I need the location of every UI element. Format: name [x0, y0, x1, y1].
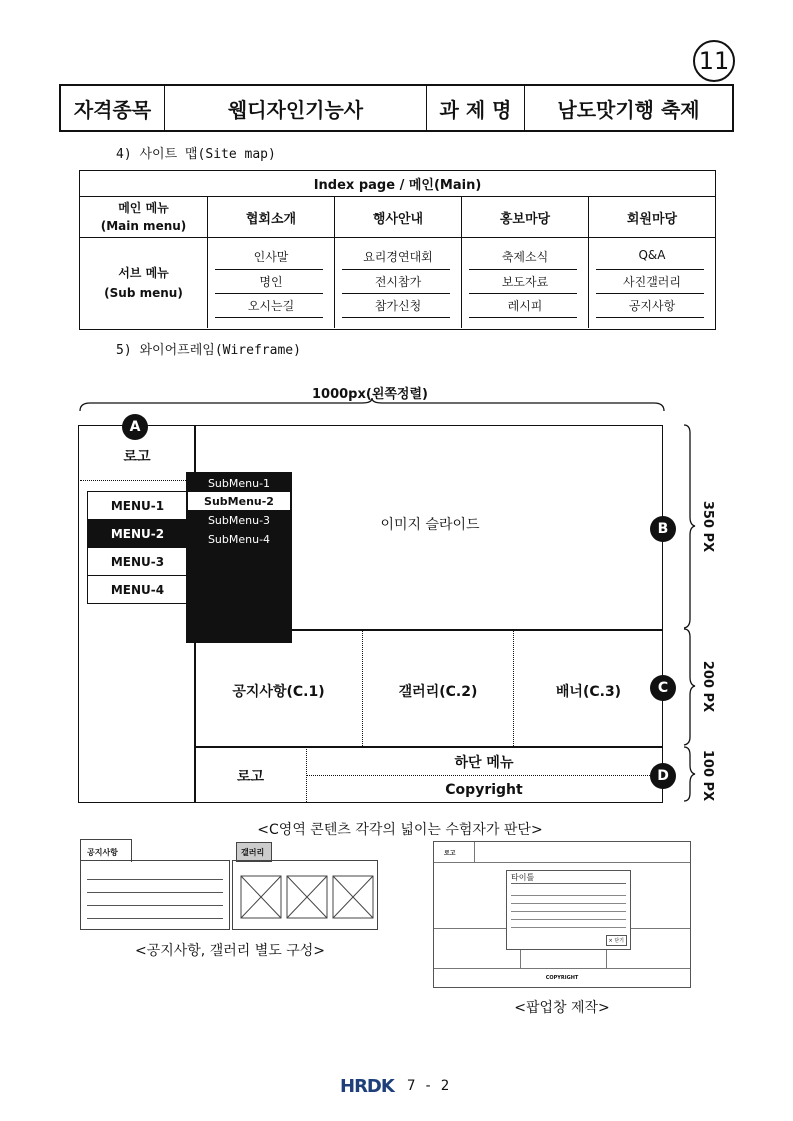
- left-example-caption: <공지사항, 갤러리 별도 구성>: [134, 943, 326, 959]
- sitemap-index-title: Index page / 메인(Main): [313, 178, 482, 193]
- main-menu-col-4: 회원마당: [626, 211, 678, 227]
- footer-copyright: Copyright: [445, 782, 523, 798]
- sitemap-section-title: 4) 사이트 맵(Site map): [116, 147, 276, 162]
- height-label-200: 200 PX: [700, 660, 716, 713]
- header-label-qualification: 자격종목: [61, 86, 165, 130]
- popup-title: 타이틀: [511, 873, 535, 882]
- badge-a: A: [122, 414, 148, 440]
- sub-menu-label-en: (Sub menu): [104, 286, 183, 300]
- sub-menu-label: [80, 238, 208, 328]
- main-menu-label-ko: 메인 메뉴: [118, 201, 169, 215]
- sub-item: 참가신청: [374, 299, 422, 313]
- badge-d: D: [650, 763, 676, 789]
- popup-window: [506, 870, 631, 950]
- main-menu-col-3: 홍보마당: [462, 197, 589, 237]
- badge-b: B: [650, 516, 676, 542]
- header-table: [59, 84, 734, 132]
- footer-menu: 하단 메뉴: [454, 755, 514, 771]
- footer-logo: 로고: [236, 769, 265, 785]
- sub-item: 요리경연대회: [363, 250, 433, 264]
- page-number: 11: [693, 40, 735, 82]
- popup-copyright: COPYRIGHT: [545, 975, 579, 981]
- image-slide-label: 이미지 슬라이드: [380, 517, 480, 533]
- menu-item-3: MENU-3: [87, 547, 188, 576]
- menu-item-2: MENU-2: [87, 519, 188, 548]
- header-label-task: 과 제 명: [427, 86, 525, 130]
- sub-item: 전시참가: [374, 275, 422, 289]
- main-menu-col-2: 행사안내: [335, 197, 462, 237]
- gallery-panel: [232, 860, 378, 930]
- submenu-item-3: SubMenu-3: [207, 513, 271, 527]
- popup-example: [433, 841, 691, 988]
- height-brace-icon: [680, 423, 700, 808]
- submenu-item-4: SubMenu-4: [207, 532, 271, 546]
- badge-c: C: [650, 675, 676, 701]
- height-label-100: 100 PX: [700, 749, 716, 802]
- gallery-tab: [236, 842, 272, 862]
- main-menu-col-1: 협회소개: [208, 197, 335, 237]
- width-brace-icon: [78, 397, 666, 413]
- notice-panel: [80, 860, 230, 930]
- notice-tab-label: 공지사항: [87, 848, 118, 857]
- content-gallery: 갤러리(C.2): [398, 684, 478, 700]
- content-notice: 공지사항(C.1): [232, 684, 325, 700]
- sub-item: 공지사항: [628, 299, 676, 313]
- footer-page-number: 7 - 2: [407, 1078, 450, 1094]
- sub-item: 보도자료: [501, 275, 549, 289]
- sub-item: 사진갤러리: [623, 275, 681, 289]
- submenu-item-2: SubMenu-2: [188, 492, 290, 510]
- popup-logo: 로고: [444, 850, 456, 857]
- sub-item: Q&A: [638, 248, 666, 262]
- c-area-caption: <C영역 콘텐츠 각각의 넓이는 수험자가 판단>: [257, 822, 543, 838]
- sitemap-index-row: [80, 171, 715, 197]
- submenu-item-1: SubMenu-1: [207, 476, 271, 490]
- sub-item: 레시피: [507, 299, 543, 313]
- header-value-task: 남도맛기행 축제: [557, 97, 700, 122]
- hrdk-logo: HRDK: [340, 1076, 394, 1097]
- main-menu-label: [80, 197, 208, 237]
- popup-close-button: × 닫기: [606, 935, 627, 946]
- sub-item: 인사말: [253, 250, 289, 264]
- sitemap-table: [79, 170, 716, 330]
- main-menu-label-en: (Main menu): [100, 219, 187, 233]
- gallery-thumbnails-icon: [233, 861, 377, 929]
- right-example-caption: <팝업창 제작>: [514, 1000, 610, 1016]
- sub-item: 오시는길: [247, 299, 295, 313]
- wireframe-section-title: 5) 와이어프레임(Wireframe): [116, 343, 301, 358]
- gallery-tab-label: 갤러리: [241, 848, 265, 857]
- header-value-qualification: 웹디자인기능사: [165, 86, 427, 130]
- sub-menu-label-ko: 서브 메뉴: [118, 266, 169, 280]
- height-label-350: 350 PX: [700, 500, 716, 553]
- content-banner: 배너(C.3): [555, 684, 622, 700]
- sub-item: 축제소식: [501, 250, 549, 264]
- sitemap-main-row: [80, 197, 715, 238]
- notice-tab: [80, 839, 132, 862]
- wireframe-logo: 로고: [123, 449, 151, 465]
- sub-item: 명인: [259, 275, 283, 289]
- menu-item-4: MENU-4: [87, 575, 188, 604]
- menu-item-1: MENU-1: [87, 491, 188, 520]
- width-label: 1000px(왼쪽정렬): [312, 387, 428, 402]
